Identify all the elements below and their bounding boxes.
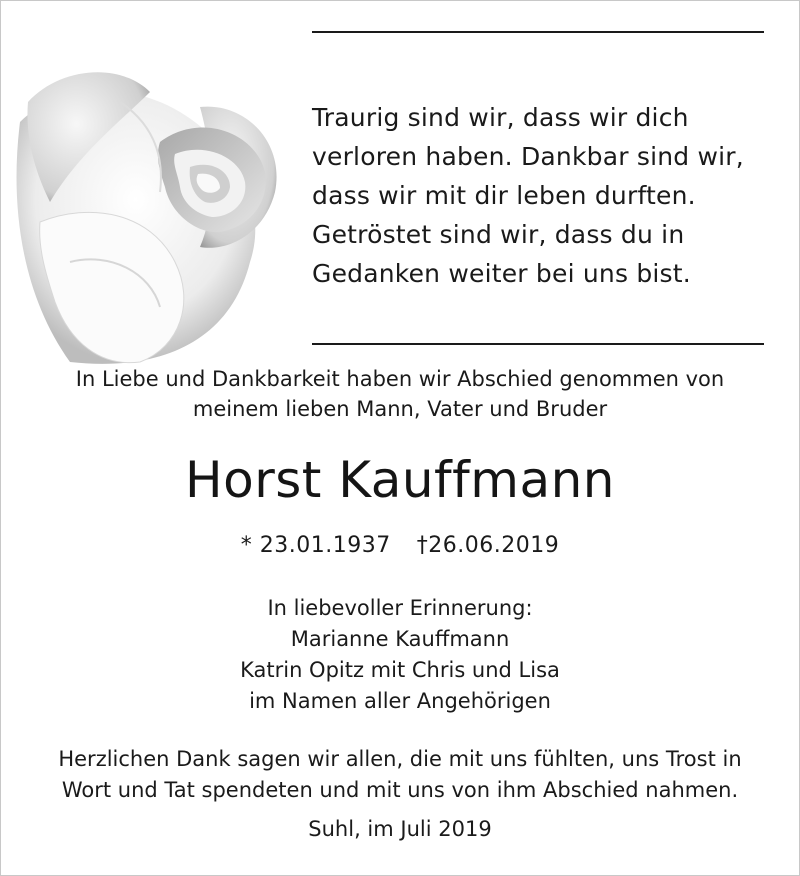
place-date: Suhl, im Juli 2019 [308, 817, 492, 841]
life-dates [0, 530, 800, 562]
deceased-name: Horst Kauffmann [185, 451, 615, 509]
intro-line: In Liebe und Dankbarkeit haben wir Abschied genommen von [75, 367, 725, 391]
poem-line: Getröstet sind wir, dass du in [312, 220, 685, 249]
poem-line: verloren haben. Dankbar sind wir, [312, 142, 744, 171]
memory-line: Marianne Kauffmann [290, 627, 510, 651]
memory-line: Katrin Opitz mit Chris und Lisa [240, 658, 560, 682]
thanks-line: Herzlichen Dank sagen wir allen, die mit uns fühlten, uns Trost in [58, 747, 742, 771]
poem-text [312, 98, 772, 293]
poem-line: dass wir mit dir leben durften. [312, 181, 696, 210]
death-date: †26.06.2019 [416, 533, 560, 558]
mourners-block [0, 593, 800, 717]
thanks-text [0, 744, 800, 806]
thanks-line: Wort und Tat spendeten und mit uns von ihm Abschied nahmen. [61, 778, 739, 802]
memory-line: In liebevoller Erinnerung: [267, 596, 533, 620]
birth-date: * 23.01.1937 [240, 533, 391, 558]
poem-line: Gedanken weiter bei uns bist. [312, 259, 691, 288]
top-divider [312, 31, 764, 33]
rose-illustration [0, 62, 310, 372]
bottom-divider [312, 343, 764, 345]
memory-line: im Namen aller Angehörigen [249, 689, 551, 713]
poem-line: Traurig sind wir, dass wir dich [312, 103, 689, 132]
intro-text [0, 364, 800, 424]
intro-line: meinem lieben Mann, Vater und Bruder [192, 397, 608, 421]
